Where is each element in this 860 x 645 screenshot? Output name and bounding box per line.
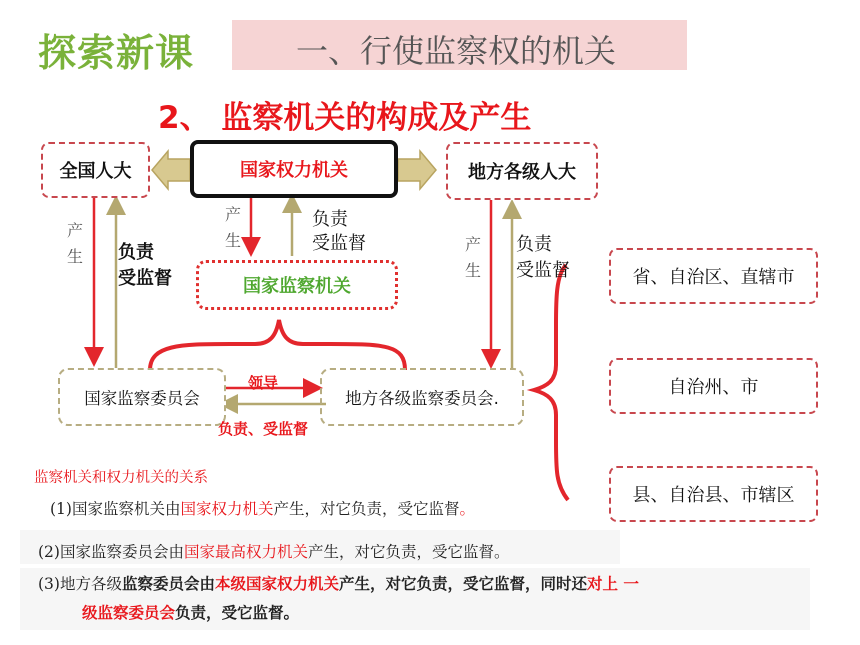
brace-top — [150, 320, 405, 370]
supervised-label-left: 受监督 — [118, 268, 172, 289]
supervised-label-right: 受监督 — [516, 260, 570, 281]
relation-item-2: (2)国家监察委员会由国家最高权力机关产生，对它负责，受它监督。 — [38, 543, 510, 561]
level-label-prefecture: 自治州、市 — [668, 377, 759, 398]
produce-label-middle: 产生 — [224, 205, 241, 250]
responsible-supervised-label: 负责、受监督 — [218, 420, 309, 438]
local-commission-label: 地方各级监察委员会. — [345, 385, 499, 409]
national-congress-box — [41, 142, 150, 198]
relation-heading: 监察机关和权力机关的关系 — [34, 470, 208, 486]
supervisory-organ-label: 国家监察机关 — [243, 276, 351, 297]
level-label-county: 县、自治县、市辖区 — [632, 485, 795, 506]
national-commission-label: 国家监察委员会 — [84, 389, 200, 408]
responsible-label-middle: 负责 — [312, 209, 348, 230]
power-organ-box — [190, 140, 398, 198]
banner-title: 一、行使监察权的机关 — [296, 32, 617, 70]
brace-right — [534, 265, 568, 500]
produce-label-left: 产生 — [66, 221, 83, 266]
relation-item-1: (1)国家监察机关由国家权力机关产生，对它负责，受它监督。 — [50, 500, 476, 518]
level-box-province — [609, 248, 818, 304]
section-title: 探索新课 — [38, 31, 195, 75]
produce-label-right: 产生 — [464, 235, 481, 280]
local-congress-box — [446, 142, 598, 200]
responsible-label-left: 负责 — [118, 242, 154, 263]
local-commission-box — [320, 368, 524, 426]
national-commission-box — [58, 368, 226, 426]
supervisory-organ-box — [196, 260, 398, 310]
block-arrow-left — [152, 151, 190, 189]
supervised-label-middle: 受监督 — [312, 233, 366, 254]
local-congress-label: 地方各级人大 — [468, 162, 576, 183]
lead-label: 领导 — [248, 374, 279, 392]
diagram-subtitle: 2、 监察机关的构成及产生 — [158, 100, 532, 136]
power-organ-label: 国家权力机关 — [240, 160, 348, 181]
national-congress-label: 全国人大 — [59, 161, 132, 182]
level-box-county — [609, 466, 818, 522]
block-arrow-right — [398, 151, 436, 189]
responsible-label-right: 负责 — [516, 234, 552, 255]
level-box-prefecture — [609, 358, 818, 414]
level-label-province: 省、自治区、直辖市 — [632, 267, 795, 288]
relation-item-3-continued: 级监察委员会负责，受它监督。 — [82, 603, 300, 622]
relation-item-3: (3)地方各级监察委员会由本级国家权力机关产生，对它负责，受它监督，同时还对上 一 — [38, 574, 639, 593]
